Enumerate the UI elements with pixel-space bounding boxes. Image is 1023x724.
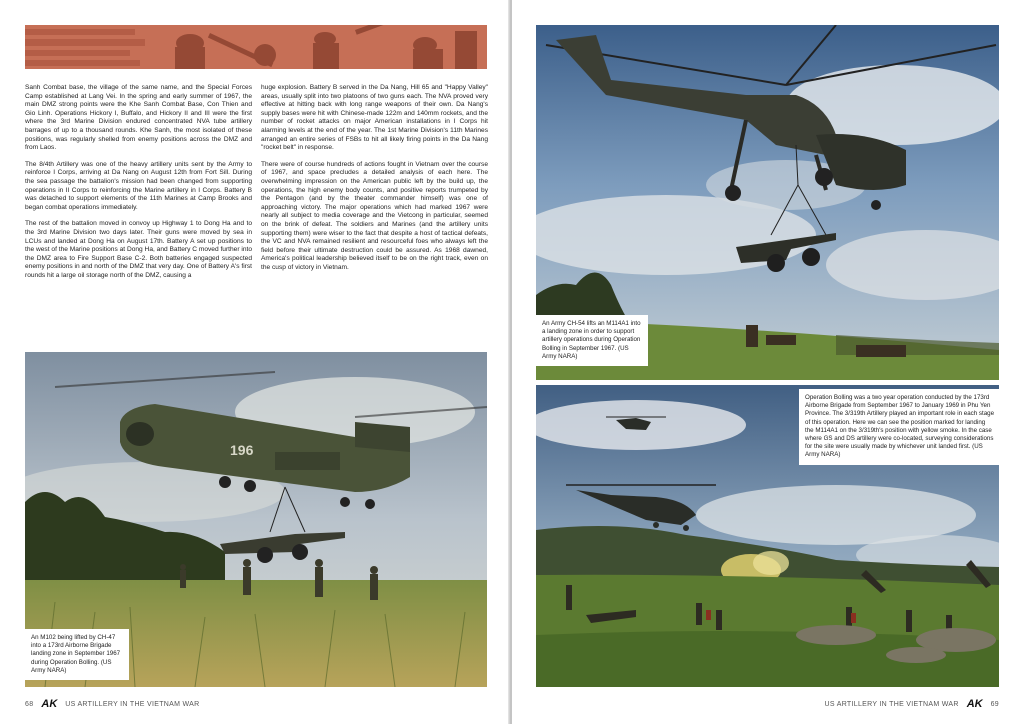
page-number: 68 xyxy=(25,700,34,708)
ak-logo: AK xyxy=(966,698,983,710)
caption-text: An M102 being lifted by CH-47 into a 173rd Airborne Brigade landing zone in September 1967 during Operation Bolling. (US Army NARA) xyxy=(31,634,121,674)
left-footer xyxy=(25,698,199,710)
paragraph: The 8/4th Artillery was one of the heavy artillery units sent by the Army to reinforce I Corps, arriving at Da Nang on August 12th from Fort Sill. During the sea passage the battalion's mission had been changed from supporting operations in II Corps to reinforcing the Marine artillery in I Corps. Battery B was detached to support elements of the 11th Marines at Camp Brooks and began combat operations immediately. xyxy=(25,160,252,211)
left-page xyxy=(0,0,510,724)
paragraph: The rest of the battalion moved in convoy up Highway 1 to Dong Ha and to the 3rd Marine Division two days later. Their guns were moved by sea in LCUs and landed at Dong Ha on August 17th. Battery A set up positions to the west of the Marine positions at Dong Ha, and Battery C moved further into the DMZ area to Fire Support Base C-2. Both batteries engaged suspected enemy positions in and north of the DMZ that very day. One of Battery A's first rounds hit a large oil storage north of the DMZ, causing a xyxy=(25,220,252,279)
paragraph: huge explosion. Battery B served in the Da Nang, Hill 65 and "Happy Valley" areas, usually split into two platoons of two guns each. The NVA proved very effective at hitting back with long range weapons of their own. Da Nang's supply bases were hit with Chinese-made 122m and 140mm rockets, and the number of rocket attacks on major American installations in I Corps hit alarming levels at the end of the year. The 1st Marine Division's 11th Marines arranged an entire series of FSBs to hit all likely firing points in the Da Nang "rocket belt" in response. xyxy=(261,84,488,152)
chinook-serial-number: 196 xyxy=(230,442,254,458)
ak-logo: AK xyxy=(41,698,58,710)
right-footer xyxy=(825,698,999,710)
paragraph: There were of course hundreds of actions fought in Vietnam over the course of 1967, and space precludes a detailed analysis of each here. The overwhelming impression on the American public left by the build up, the operations, the high enemy body counts, and positive reports trumpeted by the Pentagon (and by the theater commander himself) was one of approaching victory. The major operations which had marked 1967 were nearly all subject to media coverage and the Vietcong in particular, seemed on the brink of defeat. The soldiers and Marines (and the artillery units supporting them) were wiser to the fact that despite a host of tactical defeats, the VC and NVA remained resilient and resourceful foes who always left the field before their ultimate destruction could be assured. As 1968 dawned, America's political leadership believed itself to be on the right track, even on the cusp of victory in Vietnam. xyxy=(261,160,488,271)
skycrane-photo-caption xyxy=(536,315,648,366)
header-banner-image xyxy=(25,25,487,69)
caption-text: Operation Bolling was a two year operation conducted by the 173rd Airborne Brigade from September 1967 to January 1969 in Phu Yen Province. The 3/319th Artillery played an important role in each stage of this operation. Here we can see the position marked for landing the M114A1 on the 3/319th's position with yellow smoke. In the case where GS and DS artillery were co-located, surveying considerations for the site were usually made by whichever unit landed first. (US Army NARA) xyxy=(805,394,995,459)
paragraph: Sanh Combat base, the village of the same name, and the Special Forces Camp established at Lang Vei. In the spring and early summer of 1967, the main DMZ strong points were the Khe Sanh Combat Base, Con Thien and Gio Linh. Operations Hickory I, Buffalo, and Hickory II and III were the first where the 3rd Marine Division endured concentrated NVA tube artillery barrages of up to a thousand rounds. Khe Sanh, the most isolated of these positions, was regularly shelled from enemy positions across the DMZ and from Laos. xyxy=(25,84,252,152)
article-column-1 xyxy=(25,84,252,288)
right-page xyxy=(512,0,1023,724)
running-title: US ARTILLERY IN THE VIETNAM WAR xyxy=(824,700,959,708)
chinook-photo-caption xyxy=(25,629,129,680)
running-title: US ARTILLERY IN THE VIETNAM WAR xyxy=(65,700,200,708)
article-column-2 xyxy=(261,84,488,280)
landing-zone-photo-caption xyxy=(799,389,1001,465)
page-number: 69 xyxy=(990,700,999,708)
caption-text: An Army CH-54 lifts an M114A1 into a landing zone in order to support artillery operations during Operation Bolling in September 1967. (US Army NARA) xyxy=(542,320,641,360)
